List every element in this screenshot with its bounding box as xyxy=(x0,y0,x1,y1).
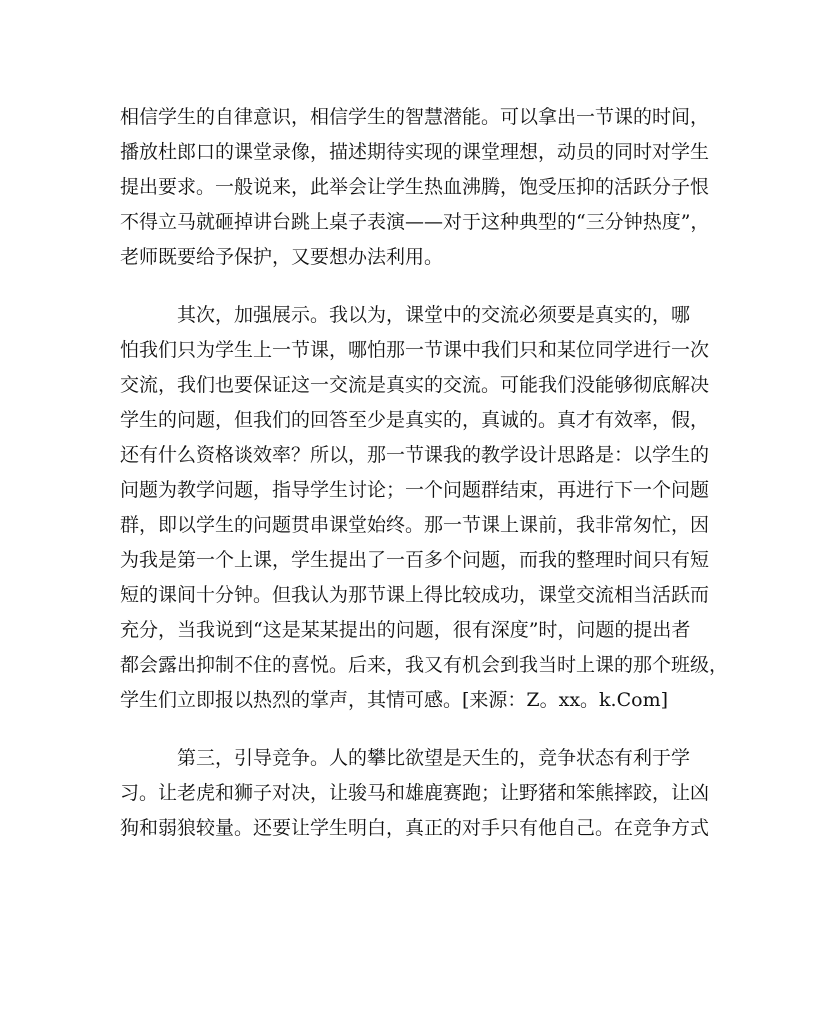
text-line: 习。让老虎和狮子对决，让骏马和雄鹿赛跑；让野猪和笨熊摔跤，让凶 xyxy=(120,782,710,804)
text-line: 群，即以学生的问题贯串课堂始终。那一节课上课前，我非常匆忙，因 xyxy=(120,514,710,536)
text-line: 相信学生的自律意识，相信学生的智慧潜能。可以拿出一节课的时间， xyxy=(120,106,710,128)
text-line: 学生们立即报以热烈的掌声，其情可感。[来源：Z。xx。k.Com] xyxy=(120,689,669,711)
text-line: 短的课间十分钟。但我认为那节课上得比较成功，课堂交流相当活跃而 xyxy=(120,584,710,606)
text-line: 其次，加强展示。我以为，课堂中的交流必须要是真实的，哪 xyxy=(120,304,691,326)
text-line: 不得立马就砸掉讲台跳上桌子表演——对于这种典型的“三分钟热度”， xyxy=(120,211,710,233)
text-line: 播放杜郎口的课堂录像，描述期待实现的课堂理想，动员的同时对学生 xyxy=(120,141,710,163)
text-line: 还有什么资格谈效率？所以，那一节课我的教学设计思路是：以学生的 xyxy=(120,444,710,466)
text-line: 怕我们只为学生上一节课，哪怕那一节课中我们只和某位同学进行一次 xyxy=(120,339,710,361)
text-line: 学生的问题，但我们的回答至少是真实的，真诚的。真才有效率，假， xyxy=(120,409,710,431)
text-line: 第三，引导竞争。人的攀比欲望是天生的，竞争状态有利于学 xyxy=(120,747,691,769)
paragraph-gap xyxy=(120,718,698,741)
text-line: 问题为教学问题，指导学生讨论；一个问题群结束，再进行下一个问题 xyxy=(120,479,710,501)
text-line: 交流，我们也要保证这一交流是真实的交流。可能我们没能够彻底解决 xyxy=(120,374,710,396)
text-line: 为我是第一个上课，学生提出了一百多个问题，而我的整理时间只有短 xyxy=(120,549,710,571)
document-body xyxy=(120,100,729,846)
paragraph-gap xyxy=(120,275,698,298)
text-line: 充分，当我说到“这是某某提出的问题，很有深度”时，问题的提出者 xyxy=(120,619,691,641)
text-line: 提出要求。一般说来，此举会让学生热血沸腾，饱受压抑的活跃分子恨 xyxy=(120,176,710,198)
paragraph-3 xyxy=(120,741,710,846)
text-line: 老师既要给予保护，又要想办法利用。 xyxy=(120,246,444,268)
paragraph-1 xyxy=(120,100,710,275)
text-line: 都会露出抑制不住的喜悦。后来，我又有机会到我当时上课的那个班级， xyxy=(120,654,729,676)
paragraph-2 xyxy=(120,298,729,718)
text-line: 狗和弱狼较量。还要让学生明白，真正的对手只有他自己。在竞争方式 xyxy=(120,817,710,839)
